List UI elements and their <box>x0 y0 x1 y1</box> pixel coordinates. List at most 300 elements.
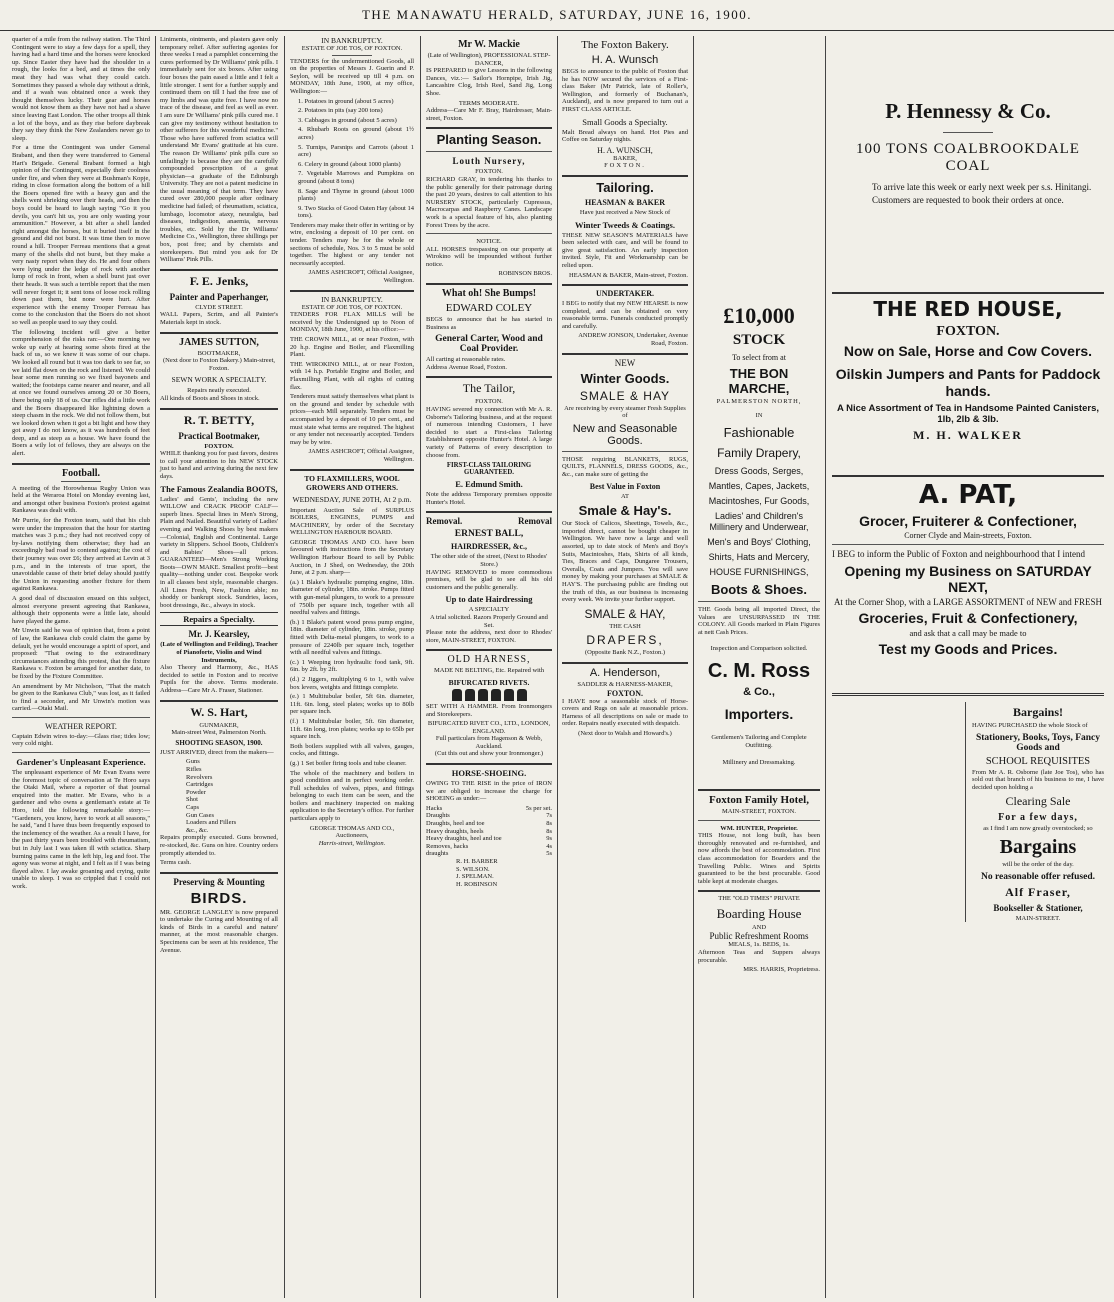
divider <box>943 132 993 133</box>
tailor-town: FOXTON. <box>475 398 503 406</box>
section-divider <box>160 700 278 702</box>
divider <box>12 752 150 753</box>
jenks-name: F. E. Jenks, <box>189 273 249 288</box>
hart-trade: GUNMAKER, <box>199 721 239 729</box>
heasman-sub: Have just received a New Stock of <box>579 208 671 216</box>
bankruptcy-estate-2: ESTATE OF JOE TOS, OF FOXTON. <box>301 303 403 311</box>
millinery-label: Millinery and Dressmaking. <box>722 759 796 767</box>
rate-price: 8s <box>546 820 552 828</box>
flax-mills-text: TENDERS FOR FLAX MILLS will be received by the Undersigned up to Noon of MONDAY, 18th June, 1900, at his office:— <box>290 311 414 334</box>
smale-hays: Smale & Hay's. <box>578 503 672 519</box>
ten-thousand: £10,000 <box>723 303 795 328</box>
red-house: THE RED HOUSE, <box>873 297 1063 321</box>
list-item: 1. Potatoes in ground (about 5 acres) <box>298 97 394 105</box>
fraser-name: Alf Fraser, <box>1005 884 1071 899</box>
heasman-signature: HEASMAN & BAKER, Main-street, Foxton. <box>569 271 688 279</box>
rate-row <box>426 812 552 820</box>
pat-corner: Corner Clyde and Main-streets, Foxton. <box>904 531 1032 540</box>
auction-item: (d.) 2 Jiggers, multiplying 6 to 1, with valve box levers, weights and fittings complete. <box>290 675 414 691</box>
bakery-text: BEGS to announce to the public of Foxton that he has NOW secured the services of a First-class Baker (Mr Patrick, late of Roller's, Wellington, and formerly of Buchanan's, Auckland), and is now prepared to turn out a FIRST CLASS ARTICLE. <box>562 68 688 113</box>
at-label: AT <box>621 492 629 500</box>
signature-line: J. SPELMAN. <box>456 873 494 881</box>
football-paragraph: An amendment by Mr Nicholson, "That the match be given to the Rankawa Club," was lost, as it failed to find a seconder, and Mr Unwin's motion was carried.—Otaki Mail. <box>12 682 150 713</box>
rate-price: 7s <box>546 812 552 820</box>
henderson-town: FOXTON. <box>606 688 644 698</box>
ball-location: The other side of the street, (Next to Rhodes' Store.) <box>430 553 548 568</box>
shoeing-rates <box>426 805 552 858</box>
divider <box>832 544 1104 545</box>
article-paragraph: quarter of a mile from the railway station. The Third Contingent were to stay a few days for a spell, they having had a hard time and the horses were knocked up. Since Easter they have had the shoulder in a rough, the looks for a bed, and at times the only meat they had was what they could catch. Sometimes they passed a whole day without a drink, and if a wash was obtained once a week they thought themselves lucky. Their gear and horses would not know them as they have not had a shave since leaving East London. The other troops all think a lot of the boys, and as they rise before daybreak they say they think the New Zealanders never go to sleep. <box>12 36 150 142</box>
harness-rivets: BIFURCATED RIVETS. <box>448 677 530 687</box>
louth-text: RICHARD GRAY, in tendering his thanks to the public generally for their patronage during the past 20 years, desires to call attention to his NURSERY STOCK, particularly Cupressus, Macrocarpas and Raspberry Canes. Landscape work is a special feature of his, also planting Forest Trees by the acre. <box>426 175 552 229</box>
importers-label: Importers. <box>724 706 794 723</box>
rate-row <box>426 835 552 843</box>
rate-price: 9s <box>546 835 552 843</box>
drapers-label: DRAPERS, <box>586 633 664 648</box>
section-divider <box>426 649 552 651</box>
heasman-name: HEASMAN & BAKER <box>584 197 665 207</box>
and-label: AND <box>751 923 767 931</box>
ball-specialty: A SPECIALTY <box>468 606 510 614</box>
football-paragraph: Mr Purrie, for the Foxton team, said that his club were under the impression that the hour for starting matches was 3 p.m.; they had not received copy of by-laws notifying them otherwise; they had an exceedingly bad road to contend against; the cost of their journey was over £6; they arrived at Levin at 3 p.m., and in the interests of true sport, the unavoidable cause of their brief delay should justify the Union in requesting another fixture for them against Rankawa. <box>12 517 150 593</box>
betty-town: FOXTON. <box>204 442 234 450</box>
section-divider <box>12 463 150 465</box>
henderson-text: I HAVE now a seasonable stock of Horse-covers and Rugs on sale at reasonable prices. Harness of all descriptions on sale or made to order. Repairs neatly executed with despatch. <box>562 697 688 728</box>
fraser-ad <box>965 702 1104 922</box>
article-paragraph: The following incident will give a better comprehension of the risks ran:—One morning we woke up early at hearing some shots fired at the back of us, so we knew it was some of our chaps. We looked all round but it was too dark to see far, so we laid flat down on the rock and listened. We could hear some men running so we fixed bayonets and waited; the footsteps came nearer and nearer, and all at once we found ourselves among 20 or 30 Boers, there being only 18 of us. Our rifles did a little work and the Boers disappeared like lightning down a steep chasm in the rock. We did not follow them, but we looked down when it got a bit light and how they got away I do not know, as it was hundreds of feet deep, and as steep as a house. We have found the Boers a wily lot of fellows, they are always on the alert. <box>12 328 150 458</box>
sutton-repairs: Repairs neatly executed. <box>187 387 251 395</box>
cash-label: THE CASH <box>609 622 641 630</box>
notice-signature: ROBINSON BROS. <box>498 270 552 278</box>
coley-rates: All carting at reasonable rates. <box>426 356 506 364</box>
hart-address: Main-street West, Palmerston North. <box>171 729 267 737</box>
hotel-name: Foxton Family Hotel, <box>709 793 809 806</box>
section-divider <box>426 376 552 378</box>
tailor-guarantee: FIRST-CLASS TAILORING GUARANTEED. <box>446 462 532 477</box>
henderson-address: (Next door to Walsh and Howard's.) <box>578 729 672 737</box>
column-7 <box>826 36 1110 1298</box>
notice-heading: NOTICE. <box>476 238 502 246</box>
section-divider <box>160 872 278 874</box>
rate-item: Heavy draughts, heel and toe <box>426 835 502 843</box>
auction-item: (f.) 1 Multitubular boiler, 5ft. 6in diameter, 11ft. 6in long, iron plates; works up to 65lb per square inch. <box>290 717 414 741</box>
blank-ad-space <box>832 702 957 922</box>
harness-set: SET WITH A HAMMER. From Ironmongers and Storekeepers. <box>426 702 552 718</box>
groceries-label: Groceries, Fruit & Confectionery, <box>858 610 1078 626</box>
column-1 <box>8 36 154 1298</box>
list-item: &c., &c. <box>186 826 209 834</box>
harness-agents: Full particulars from Hagenson & Webb, Auckland. <box>435 735 543 750</box>
best-value: Best Value in Foxton <box>589 481 661 491</box>
divider <box>426 151 552 152</box>
bakery-name: H. A. Wunsch <box>591 54 659 66</box>
shoeing-signatures <box>426 858 552 888</box>
hart-repairs: Repairs promptly executed. Guns browned, re-stocked, &c. Guns on hire. Country orders promptly attended to. <box>160 834 278 857</box>
signature-line: R. H. BARBER <box>456 858 498 865</box>
rate-row <box>426 828 552 836</box>
pat-trade: Grocer, Fruiterer & Confectioner, <box>859 513 1077 529</box>
rate-item: Draughts, heel and toe <box>426 820 485 828</box>
divider <box>426 233 552 234</box>
kearsley-name: Mr. J. Kearsley, <box>188 629 250 640</box>
section-divider <box>426 283 552 285</box>
opening-label: Opening my Business on SATURDAY NEXT, <box>844 563 1092 595</box>
list-item: Gun Cases <box>186 811 214 819</box>
rate-item: Draughts <box>426 812 450 820</box>
section-divider <box>562 353 688 355</box>
auction-tail: The whole of the machinery and boilers in good condition and in perfect working order. Full schedules of valves, pipes, and fittings belonging to each item can be seen, and the boilers and machinery inspected on making application to the Secretary's office. For further particulars apply to <box>290 769 414 823</box>
bottom-ads <box>832 702 1104 922</box>
section-divider <box>160 269 278 271</box>
refreshment-rooms: Public Refreshment Rooms <box>709 931 809 942</box>
heasman-goods: Winter Tweeds & Coatings. <box>575 219 675 230</box>
section-divider <box>698 890 820 892</box>
harness-heading: OLD HARNESS, <box>447 654 531 666</box>
walker-name: M. H. WALKER <box>913 428 1023 442</box>
list-item: 6. Celery in ground (about 1000 plants) <box>298 160 401 168</box>
boots-shoes: Boots & Shoes. <box>710 582 808 598</box>
birds-heading: BIRDS. <box>190 889 248 907</box>
fraser-trade: Bookseller & Stationer, <box>993 902 1083 913</box>
auction-item: (a.) 1 Blake's hydraulic pumping engine, 18in. diameter of cylinder, 18in. stroke. Pumps fitted with gun-metal plungers, to work to a pressure of 750lb per square inch, together with all needful valves and fittings. <box>290 578 414 617</box>
rate-row <box>426 843 552 851</box>
auction-signature: Harris-street, Wellington. <box>318 839 386 847</box>
sutton-address: (Next door to Foxton Bakery.) Main-street, Foxton. <box>162 357 276 372</box>
goods-item: HOUSE FURNISHINGS, <box>709 567 809 578</box>
bargains-label: Bargains <box>999 835 1077 858</box>
section-divider <box>832 693 1104 696</box>
column-4 <box>422 36 556 1298</box>
kearsley-text: Also Theory and Harmony, &c., HAS decided to settle in Foxton and to receive Pupils for the above. Terms moderate. Address—Care Mr A. Fraser, Stationer. <box>160 664 278 694</box>
ross-co: & Co., <box>743 686 775 699</box>
bakery-bread: Malt Bread always on hand. Hot Pies and Coffee on Saturday nights. <box>562 128 688 144</box>
oilskin-label: Oilskin Jumpers and Pants for Paddock hands. <box>835 366 1101 399</box>
list-item: Caps <box>186 803 199 811</box>
bankruptcy-items <box>290 98 414 220</box>
zealandia-heading: The Famous Zealandia BOOTS, <box>160 483 278 494</box>
rate-price: 4s <box>546 842 552 850</box>
goods-item: Macintoshes, Fur Goods, <box>708 496 810 507</box>
sutton-stock: All kinds of Boots and Shoes in stock. <box>160 394 260 402</box>
bon-marche: THE BON MARCHE, <box>728 366 790 396</box>
sutton-trade: BOOTMAKER, <box>197 349 241 357</box>
auction-date: WEDNESDAY, JUNE 20TH, At 2 p.m. <box>292 494 412 504</box>
shoeing-text: OWING TO THE RISE in the price of IRON we are obliged to increase the charge for SHOEING as under:— <box>426 780 552 803</box>
list-item: Powder <box>186 788 206 796</box>
weather-text: Captain Edwin wires to-day:—Glass rise; tides low; very cold night. <box>12 732 150 748</box>
preserving-heading: Preserving & Mounting <box>173 876 265 887</box>
hart-terms: Terms cash. <box>160 859 191 867</box>
shop-label: At the Corner Shop, with a LARGE ASSORTMENT of NEW and FRESH <box>833 597 1103 607</box>
henderson-name: A. Henderson, <box>589 666 661 679</box>
column-6 <box>694 300 824 1298</box>
auction-item: Both boilers supplied with all valves, gauges, cocks, and fittings. <box>290 742 414 758</box>
family-drapery: Family Drapery, <box>717 446 801 461</box>
list-item: 7. Vegetable Marrows and Pumpkins on ground (about 8 tons) <box>298 170 414 185</box>
clearing-sale: Clearing Sale <box>1005 794 1071 809</box>
goods-item: Dress Goods, Serges, <box>714 466 804 477</box>
harris-signature: MRS. HARRIS, Proprietress. <box>743 966 820 974</box>
sutton-specialty: SEWN WORK A SPECIALTY. <box>171 375 267 385</box>
tailor-signature: E. Edmund Smith. <box>455 479 523 490</box>
removal-heading <box>426 516 552 526</box>
section-divider <box>562 175 688 177</box>
section-divider <box>290 469 414 471</box>
goods-item: Shirts, Hats and Mercery, <box>708 552 810 563</box>
coley-text: BEGS to announce that he has started in Business as <box>426 316 552 331</box>
find-label: as I find I am now greatly overstocked; so <box>983 825 1093 833</box>
mackie-name: Mr W. Mackie <box>458 39 520 50</box>
mackie-address: Address—Care Mr F. Bray, Hairdresser, Main-street, Foxton. <box>426 107 552 122</box>
spacer <box>832 36 1104 96</box>
divider <box>562 451 688 452</box>
palmerston-north: PALMERSTON NORTH, <box>716 398 802 405</box>
zealandia-text: Ladies' and Gents', including the new WILLOW and CRACK PROOF CALF—superb lines. Special lines in Men's Strong, Plain and Nailed. Beautiful variety of Ladies' evening and Walking Shoes by best makers—Colonial, English and Continental. Large variety in Slippers. School Boots, Children's and Babies' Shoes—all prices. GUARANTEED—Men's Strong Working Boots—OWN MAKE. Smallest profit—best quality—nothing under cost. Bespoke work in all classes best style, reasonable charges. All Lines Fresh, New, Fashion able; no shoddy or bankrupt stock. Sundries, laces, boot dressings, &c., always in stock. <box>160 495 278 609</box>
stationery-label: Stationery, Books, Toys, Fancy Goods and <box>975 732 1101 753</box>
jenks-address: CLYDE STREET. <box>195 303 243 311</box>
undertaker-signature: ANDREW JONSON, Undertaker, Avenue Road, Foxton. <box>578 332 688 348</box>
auction-item: (c.) 1 Weeping iron hydraulic food tank, 9ft. 6in. by 2ft. by 2ft. <box>290 658 414 674</box>
pat-name: A. PAT, <box>918 480 1018 510</box>
goods-list <box>698 466 820 578</box>
football-paragraph: Mr Unwin said he was of opinion that, from a point of law, the Rankawa club could claim the game by default, yet he would encourage a spirit of sport, and proposed: "That owing to the extraordinary circumstances attending this protest, that the fixture Rankawa v. Foxton be arranged for another date, to be fixed by the Fixture Committee. <box>12 627 150 680</box>
tailor-note: Note the address Temporary premises opposite Hunter's Hotel. <box>426 491 552 506</box>
list-item: Revolvers <box>186 773 213 781</box>
auction-item: (g.) 1 Set boiler firing tools and tube cleaner. <box>290 759 407 767</box>
ball-trial: A trial solicited. Razors Properly Ground and Set. <box>430 613 548 629</box>
hotel-text: THIS House, not long built, has been thoroughly renovated and re-furnished, and now affords the best of accommodation. First class accommodation for Boarders and the Travelling Public. Wines and Spirits guaranteed to be the best procurable. Good table kept at moderate charges. <box>698 832 820 885</box>
tea-label: A Nice Assortment of Tea in Handsome Painted Canisters, 1lb, 2lb & 3lb. <box>836 403 1099 425</box>
section-divider <box>426 763 552 765</box>
hart-item-list <box>160 758 278 834</box>
hennessy-name: P. Hennessy & Co. <box>885 99 1051 123</box>
repairs-specialty: Repairs a Specialty. <box>160 612 278 626</box>
hart-name: W. S. Hart, <box>190 704 248 719</box>
rate-item: Removes, hacks <box>426 842 469 850</box>
marche-text: THE Goods being all imported Direct, the Values are UNSURPASSED IN THE COLONY. All Goods marked in Plain Figures at nett Cash Prices. <box>698 606 820 636</box>
bargains-heading: Bargains! <box>1012 705 1063 719</box>
jenks-text: WALL Papers, Scrim, and all Painter's Materials kept in stock. <box>160 311 278 326</box>
ball-trade: HAIRDRESSER, &c., <box>450 542 527 552</box>
signature-line: H. ROBINSON <box>456 880 498 888</box>
auction-text: GEORGE THOMAS AND CO. have been favoured with instructions from the Secretary Wellington Harbour Board to sell by Public Auction, in J Shed, on Wednesday, the 20th June, at 2 p.m. sharp— <box>290 538 414 577</box>
rate-item: Heavy draughts, heels <box>426 827 484 835</box>
auction-signature: GEORGE THOMAS AND CO., <box>309 824 395 832</box>
undertaker-heading: UNDERTAKER. <box>595 289 655 299</box>
hotel-proprietor: WM. HUNTER, Proprietor. <box>720 824 798 832</box>
sutton-name: JAMES SUTTON, <box>179 336 259 348</box>
smale-address: (Opposite Bank N.Z., Foxton.) <box>585 649 665 657</box>
section-divider <box>160 332 278 334</box>
divider <box>61 481 101 482</box>
list-item: 8. Sage and Thyme in ground (about 1000 plants) <box>298 187 414 203</box>
football-paragraph: A meeting of the Horowhenua Rugby Union was held at the Weraroa Hotel on Monday evening last, and amongst other business Foxton's protest against Rankawa was dealt with. <box>12 484 150 515</box>
old-times: THE "OLD TIMES" PRIVATE <box>718 895 800 903</box>
crown-mill: THE CROWN MILL, at or near Foxton, with 20 h.p. Engine and Boiler, and Flaxmilling Plant. <box>290 336 414 359</box>
teas-text: Afternoon Teas and Suppers always procurable. <box>698 949 820 964</box>
section-divider <box>290 290 414 292</box>
bakery-signature: BAKER, <box>613 154 637 162</box>
list-item: Guns <box>186 758 200 766</box>
notice-text: ALL HORSES trespassing on our property at Wirokino will be impounded without further notice. <box>426 245 552 268</box>
hotel-address: MAIN-STREET, FOXTON. <box>722 807 796 815</box>
list-item: Shot <box>186 796 198 804</box>
rate-price: 8s <box>546 827 552 835</box>
coley-address: Address Avenue Road, Foxton. <box>426 363 507 371</box>
birds-text: MR. GEORGE LANGLEY is now prepared to undertake the Curing and Mounting of all kinds of Birds in a careful and nature' manner, at the most reasonable charges. Specimens can be seen at his residence, The Avenue. <box>160 908 278 954</box>
hart-intro: JUST ARRIVED, direct from the makers— <box>160 748 274 756</box>
masthead: THE MANAWATU HERALD, SATURDAY, JUNE 16, 1900. <box>0 0 1114 31</box>
divider <box>332 55 372 56</box>
column-2 <box>156 36 282 1298</box>
few-days: For a few days, <box>998 812 1078 824</box>
new-label: NEW <box>614 357 636 368</box>
list-item: 5. Turnips, Parsnips and Carrots (about 1 acre) <box>298 143 414 159</box>
wirokino-mill: THE WIROKINO MILL, at or near Foxton, with 14 h.p. Portable Engine and Boiler, and Flaxmilling Plant, with all rights of cutting flax. <box>290 360 414 391</box>
harness-company: BIFURCATED RIVET CO., LTD., LONDON, ENGLAND. <box>427 720 551 735</box>
gardener-text: The unpleasant experience of Mr Evan Evans were the foremost topic of conversation at Te Horo says the Otaki Mail, where a reporter of that journal enquired into the matter. Mr Evans, who is a gardener and who owns a gentleman's estate at Te Horo, told the following remarkable story:— "Gardeners, you know, have to work at all seasons," he said, "and I have thus been frequently exposed to the inclemency of the weather. As a result I have, for the past thirty years been troubled with rheumatism, but in July last I was taken ill with sciatica. Sharp burning pains came in the left hip, leg and foot. The agony was worse at night, and I felt as if I was being flayed alive. I lay awake groaning and crying, quite unable to sleep. I was so crippled that I could not work. <box>12 769 150 890</box>
ball-address: Please note the address, next door to Rhodes' store, MAIN-STREET, FOXTON. <box>426 629 552 644</box>
ball-name: ERNEST BALL, <box>454 529 524 540</box>
rate-price: 5s <box>546 850 552 858</box>
test-label: Test my Goods and Prices. <box>878 641 1058 657</box>
stock-label: STOCK <box>732 332 786 348</box>
list-item: 2. Potatoes in pits (say 200 tons) <box>298 107 383 115</box>
meals-beds: MEALS, 1s. BEDS, 1s. <box>728 941 790 949</box>
goods-item: Ladies' and Children's Millinery and Underwear, <box>709 511 809 533</box>
boarding-house: Boarding House <box>716 905 802 921</box>
divider <box>698 601 820 602</box>
mackie-terms: TERMS MODERATE. <box>458 99 520 107</box>
refused-label: No reasonable offer refused. <box>981 871 1095 882</box>
betty-name: R. T. BETTY, <box>183 412 255 427</box>
rate-item: draughts <box>426 850 449 858</box>
section-divider <box>426 127 552 129</box>
rate-item: Hacks <box>426 804 443 812</box>
red-house-sale: Now on Sale, Horse and Cow Covers. <box>843 343 1093 359</box>
winter-goods: Winter Goods. <box>580 370 670 386</box>
betty-text: WHILE thanking you for past favors, desires to call your attention to his NEW STOCK just to hand and arriving during the next few days. <box>160 450 278 480</box>
outfitting-label: Gentlemen's Tailoring and Complete Outfitting. <box>711 734 807 749</box>
smale-receiving: Are receiving by every steamer Fresh Supplies of <box>564 404 686 420</box>
heasman-text: THESE NEW SEASON'S MATERIALS have been selected with care, and will be found to give great satisfaction. An early inspection invited. Style, Fit and Workmanship can be relied upon. <box>562 231 688 269</box>
henderson-trade: SADDLER & HARNESS-MAKER, <box>577 680 673 688</box>
harness-cut: (Cut this out and show your Ironmonger.) <box>434 750 544 758</box>
betty-trade: Practical Bootmaker, <box>178 430 260 441</box>
call-label: and ask that a call may be made to <box>909 628 1027 638</box>
flax-mills-signature: JAMES ASHCROFT, Official Assignee, Wellington. <box>308 448 414 463</box>
ball-text: HAVING REMOVED to more commodious premises, will be glad to see all his old customers and the public generally. <box>426 568 552 591</box>
kearsley-title: (Late of Wellington and Feilding), Teacher of Pianoforte, Violin and Wind Instruments, <box>160 641 278 664</box>
coal-text: To arrive late this week or early next week per s.s. Hinitangi. Customers are requested to book their orders at once. <box>872 182 1092 205</box>
auction-item: (b.) 1 Blake's patent wood press pump engine, 18in. diameter of cylinder, 18in. stroke, pump fitted with Delta-metal plungers, to work to a pressure of 2240lb per square inch, together with all needful valves and fittings. <box>290 618 414 657</box>
rivets-illustration <box>426 689 552 701</box>
undertaker-text: I BEG to notify that my NEW HEARSE is now completed, and can be obtained on very reasonable terms. Funerals conducted promptly and carefully. <box>562 300 688 330</box>
fraser-from: From Mr A. R. Osborne (late Joe Tos), who has sold out that branch of his business to me, I have decided upon holding a <box>972 768 1104 791</box>
select-label: To select from at <box>732 353 786 362</box>
coal-tons: 100 TONS COALBROOKDALE <box>856 141 1080 157</box>
article-paragraph: For a time the Contingent was under General Brabant, and then they were transferred to General Hart's Brigade. General Brabant formed a high opinion of the Contingent, especially their coolness under fire, and when they were at Bushman's Kopje, riding in close formation along the bottom of a hill the Boers opened fire with a heavy gun and the shells went shrieking over their heads, and then the boys could be heard to laugh saying "Go it you devils, you can't hit us, you are only wasting your ammunition." However, a bit after a shell landed right amongst the horses, but it buried itself in the ground and did not burst. It was time then to move round a hill. Trooper Ferreau mentions that a great many of the shells did not burst, but they make a very nasty report when they do. He and four others were lying under the ledge of rock with another lump of rock in front, when a shell burst just over their heads. It was such a terrible report that the men will never forget it; it sent tons of loose rock rolling down past them, but none were hurt. After experience with the enemy Trooper Ferreau has come to the conclusion that the Boers do not shoot so well as people used to say they could. <box>12 144 150 326</box>
bakery-signature: FOXTON. <box>604 162 646 170</box>
school-requisites: SCHOOL REQUISITES <box>985 755 1091 767</box>
divider <box>12 717 150 718</box>
rate-price: 5s per set. <box>525 804 552 812</box>
bakery-heading: The Foxton Bakery. <box>581 39 669 51</box>
coley-name: EDWARD COLEY <box>445 302 533 315</box>
goods-item: Men's and Boys' Clothing, <box>707 537 811 548</box>
mackie-title: (Late of Wellington), PROFESSIONAL STEP-DANCER, <box>427 52 551 67</box>
section-divider <box>698 789 820 791</box>
auction-signature: Auctioneers, <box>335 832 369 840</box>
shoeing-heading: HORSE-SHOEING. <box>451 768 527 779</box>
planting-heading: Planting Season. <box>436 132 542 148</box>
bakery-specialty: Small Goods a Specialty. <box>582 116 668 127</box>
section-divider <box>426 511 552 513</box>
inspection-label: Inspection and Comparison solicited. <box>710 644 808 652</box>
tailoring-heading: Tailoring. <box>596 179 654 195</box>
bankruptcy-tail: Tenderers may make their offer in writing or by wire, enclosing a deposit of 10 per cent. on tender. Tenders may be for the whole or sections of schedule, Nos. 3 to 5 must be sold together. The highest or any tender not necessarily accepted. <box>290 221 414 267</box>
flax-mills-tail: Tenderers must satisfy themselves what plant is on the ground and tender by schedule with prices—each Mill separately. Tenders must be accompanied by a deposit of 10 per cent., and must state what terms are required. The highest or any tender not necessarily accepted. Tenders may be by wire. <box>290 393 414 446</box>
louth-town: FOXTON. <box>475 168 503 176</box>
rate-row <box>426 820 552 828</box>
jenks-trade: Painter and Paperhanger, <box>169 291 269 302</box>
list-item: 3. Cabbages in ground (about 5 acres) <box>298 116 397 124</box>
removal-right: Removal <box>518 516 552 527</box>
auction-item: (e.) 1 Multitubular boiler, 5ft 6in. diameter, 11ft. 6in. long, steel plates; works up to 80lb per square inch. <box>290 693 414 716</box>
bankruptcy-estate: ESTATE OF JOE TOS, OF FOXTON. <box>301 45 403 52</box>
auction-sale: Important Auction Sale of SURPLUS BOILERS, ENGINES, PUMPS and MACHINERY, by order of the Secretary WELLINGTON HARBOUR BOARD. <box>290 506 414 537</box>
red-house-town: FOXTON. <box>936 324 1000 339</box>
in-label: IN <box>755 411 763 419</box>
section-divider <box>832 475 1104 477</box>
smale-text: THOSE requiring BLANKETS, RUGS, QUILTS, FLANNELS, DRESS GOODS, &c., &c., can make sure of getting the <box>562 455 688 479</box>
column-3 <box>286 36 418 1298</box>
tailor-heading: The Tailor, <box>462 381 516 396</box>
bankruptcy-text: TENDERS for the undermentioned Goods, all on the properties of Messrs J. Guerin and P. Seylon, will be received up till 4 p.m. on MONDAY, 18th June, 1900, at my office, Wellington:— <box>290 57 414 95</box>
football-paragraph: A good deal of discussion ensued on this subject, almost everyone present agreeing that Rankawa, although their opponents were a little late, should have played the game. <box>12 594 150 625</box>
column-rule <box>284 36 285 1298</box>
list-item: Rifles <box>186 765 202 773</box>
section-divider <box>562 662 688 664</box>
smale-hay-footer: SMALE & HAY, <box>584 606 666 621</box>
fashionable-label: Fashionable <box>723 425 795 441</box>
ball-hairdressing: Up to date Hairdressing <box>445 594 533 605</box>
pat-text: I BEG to inform the Public of Foxton and neighbourhood that I intend <box>832 549 1085 559</box>
divider <box>698 820 820 821</box>
fraser-address: MAIN-STREET. <box>1015 914 1061 922</box>
rate-row <box>426 805 552 813</box>
bakery-signature: H. A. WUNSCH, <box>597 145 653 155</box>
section-divider <box>160 408 278 410</box>
list-item: Cartridges <box>186 781 214 789</box>
coley-trade: General Carter, Wood and Coal Provider. <box>435 334 543 355</box>
goods-item: Mantles, Capes, Jackets, <box>708 481 810 492</box>
bankruptcy-heading-2: IN BANKRUPTCY. <box>321 294 383 304</box>
ross-name: C. M. Ross <box>707 660 811 683</box>
tailor-text: HAVING severed my connection with Mr A. R. Osborne's Tailoring business, and at the request of numerous intending Customers, I have decided to start a First-class Tailoring Establishment opposite Hunter's Hotel. A large variety of Patterns of every description to choose from. <box>426 406 552 459</box>
football-heading: Football. <box>61 467 101 479</box>
bumps-heading: What oh! She Bumps! <box>441 288 537 300</box>
hart-season: SHOOTING SEASON, 1900. <box>175 738 263 747</box>
list-item: 4. Rhubarb Roots on ground (about 1½ acres) <box>298 126 414 141</box>
harness-sub: MADE NE BELTING, Etc. Repaired with <box>433 667 545 675</box>
section-divider <box>562 284 688 286</box>
smale-hay-name: SMALE & HAY <box>579 388 671 403</box>
signature-line: S. WILSON. <box>456 865 490 873</box>
list-item: Loaders and Fillers <box>186 819 237 827</box>
order-label: will be the order of the day. <box>1002 860 1074 868</box>
column-rule <box>420 36 421 1298</box>
